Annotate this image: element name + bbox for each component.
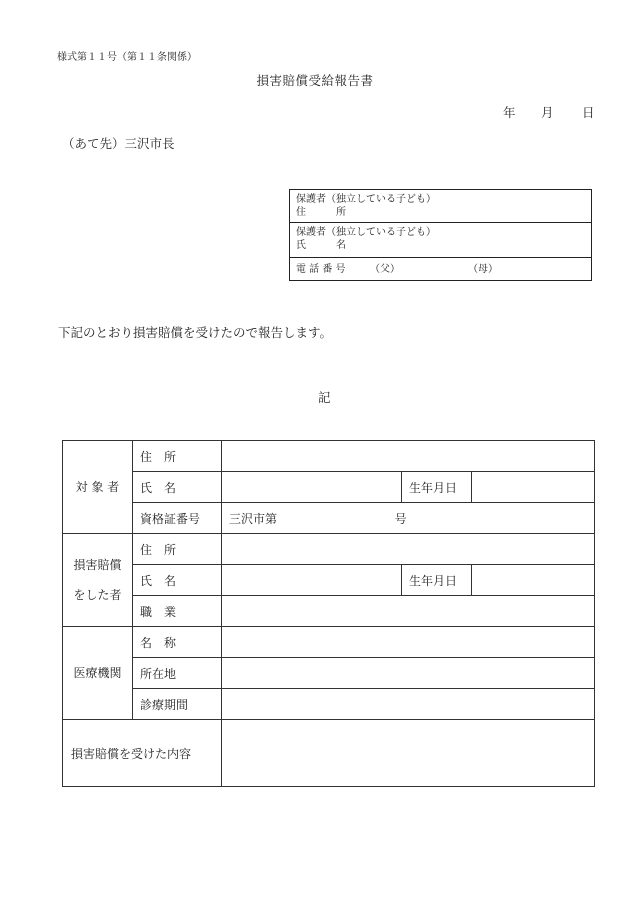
- offender-name-label: 氏 名: [133, 565, 222, 596]
- phone-label: 電 話 番 号: [296, 264, 346, 275]
- offender-address-row: [63, 534, 595, 565]
- medical-name-label: 名 称: [133, 627, 222, 658]
- date-year-label: 年: [503, 105, 516, 120]
- guardian-box: [289, 189, 592, 281]
- offender-category-line1: 損害賠償: [73, 558, 122, 572]
- offender-birth-label: 生年月日: [402, 565, 472, 596]
- offender-category: [63, 534, 133, 627]
- offender-occupation-row: [63, 596, 595, 627]
- guardian-name-row[interactable]: [290, 223, 591, 258]
- document-title: 損害賠償受給報告書: [256, 73, 374, 88]
- offender-category-line2: をした者: [73, 588, 122, 602]
- medical-name-field[interactable]: [222, 627, 595, 658]
- target-cert-field[interactable]: [222, 503, 595, 534]
- record-heading: 記: [318, 390, 331, 405]
- guardian-phone-row[interactable]: [290, 258, 591, 280]
- target-birth-label: 生年月日: [402, 472, 472, 503]
- target-address-label: 住 所: [133, 441, 222, 472]
- date-month-label: 月: [541, 105, 554, 120]
- phone-mother-label: （母）: [468, 264, 498, 275]
- cert-prefix: 三沢市第: [229, 511, 278, 526]
- target-name-row: [63, 472, 595, 503]
- content-field[interactable]: [222, 720, 595, 787]
- medical-period-label: 診療期間: [133, 689, 222, 720]
- offender-address-field[interactable]: [222, 534, 595, 565]
- medical-category: 医療機関: [63, 627, 133, 720]
- target-name-field[interactable]: [222, 472, 402, 503]
- target-category: 対 象 者: [63, 441, 133, 534]
- offender-name-row: [63, 565, 595, 596]
- cert-suffix: 号: [394, 511, 407, 526]
- target-address-row: [63, 441, 595, 472]
- date-day-label: 日: [582, 105, 595, 120]
- report-statement: 下記のとおり損害賠償を受けたので報告します。: [58, 325, 333, 340]
- target-cert-row: [63, 503, 595, 534]
- content-label: 損害賠償を受けた内容: [63, 720, 222, 787]
- target-birth-field[interactable]: [472, 472, 595, 503]
- offender-birth-field[interactable]: [472, 565, 595, 596]
- report-table: [62, 440, 595, 787]
- medical-period-field[interactable]: [222, 689, 595, 720]
- addressee: （あて先）三沢市長: [62, 136, 175, 151]
- offender-occupation-field[interactable]: [222, 596, 595, 627]
- guardian-address-label: 住 所: [296, 207, 346, 218]
- medical-location-row: [63, 658, 595, 689]
- target-address-field[interactable]: [222, 441, 595, 472]
- medical-period-row: [63, 689, 595, 720]
- form-number: 様式第１１号（第１１条関係）: [57, 52, 197, 63]
- offender-occupation-label: 職 業: [133, 596, 222, 627]
- medical-location-field[interactable]: [222, 658, 595, 689]
- guardian-name-label: 氏 名: [296, 240, 346, 251]
- guardian-address-label-top: 保護者（独立している子ども）: [296, 194, 436, 205]
- content-row: [63, 720, 595, 787]
- guardian-address-row[interactable]: [290, 190, 591, 223]
- medical-name-row: [63, 627, 595, 658]
- guardian-name-label-top: 保護者（独立している子ども）: [296, 227, 436, 238]
- medical-location-label: 所在地: [133, 658, 222, 689]
- offender-address-label: 住 所: [133, 534, 222, 565]
- target-name-label: 氏 名: [133, 472, 222, 503]
- phone-father-label: （父）: [370, 264, 400, 275]
- offender-name-field[interactable]: [222, 565, 402, 596]
- target-cert-label: 資格証番号: [133, 503, 222, 534]
